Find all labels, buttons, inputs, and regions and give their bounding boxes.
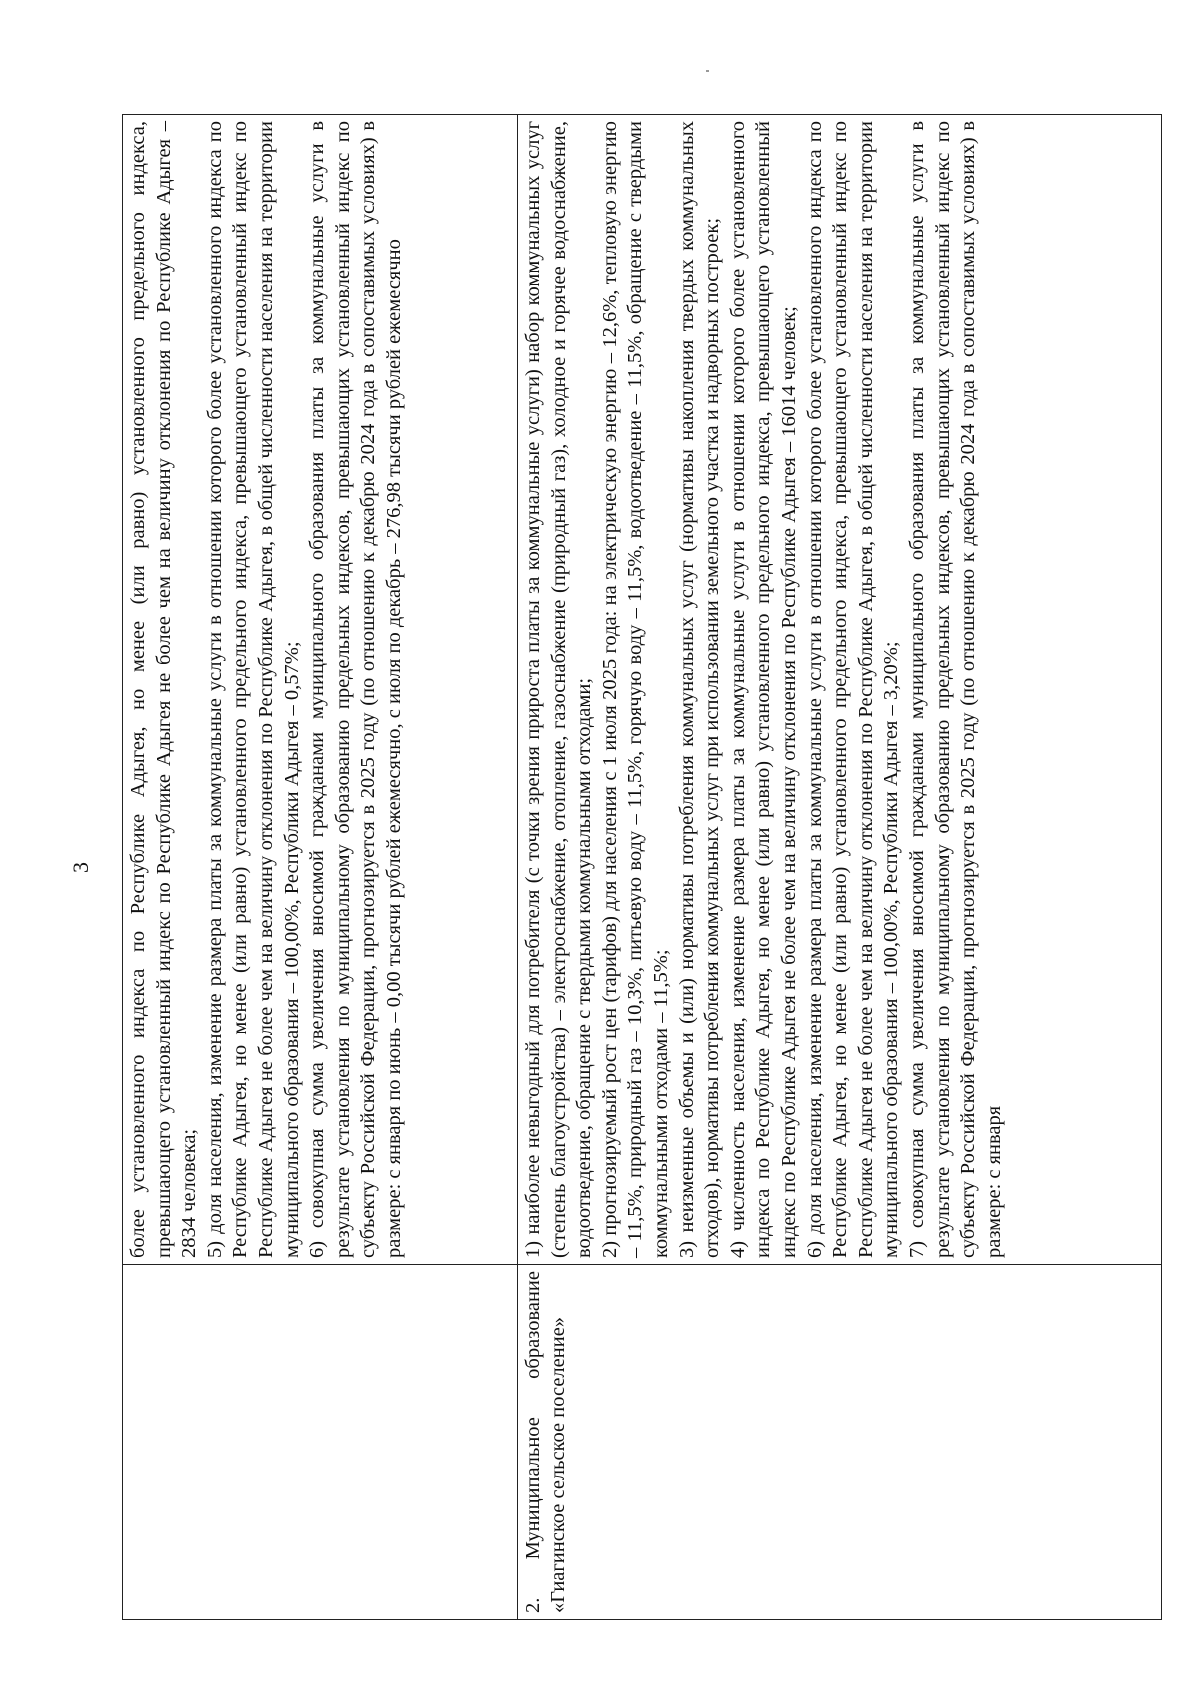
paragraph: 6) совокупная сумма увеличения вносимой гражданами муниципального образования платы за коммунальные услуги в результате установления по муниципальному образованию предельных индексов, превышающих установленный индекс по субъекту Российской Федерации, прогнозируется в 2025 году (по отношению к декабрю 2024 года в сопоставимых условиях) в размере: с января по июнь – 0,00 тысячи рублей ежемесячно, с июля по декабрь – 276,98 тысячи рублей ежемесячно: [306, 121, 405, 1258]
municipality-cell: [518, 1265, 1162, 1620]
scan-artifact-dot: [706, 70, 709, 72]
table-row: [518, 115, 1162, 1620]
paragraph: 6) доля населения, изменение размера платы за коммунальные услуги в отношении которого более установленного индекса по Республике Адыгея, но менее (или равно) установленного предельного индекса, превышающего установленный индекс по Республике Адыгея не более чем на величину отклонения по Республике Адыгея, в общей численности населения на территории муниципального образования – 100,00%, Республики Адыгея – 3,20%;: [803, 121, 903, 1258]
description-cell: [123, 115, 518, 1265]
municipality-name: 2. Муниципальное образование «Гиагинское сельское поселение»: [522, 1271, 569, 1613]
document-table: [122, 114, 1162, 1620]
paragraph: более установленного индекса по Республике Адыгея, но менее (или равно) установленного предельного индекса, превышающего установленный индекс по Республике Адыгея не более чем на величину отклонения по Республике Адыгея – 2834 человека;: [127, 121, 201, 1258]
municipality-cell: [123, 1265, 518, 1620]
rotated-page-content: [68, 115, 1162, 1620]
page-number: 3: [68, 862, 93, 873]
paragraph: 5) доля населения, изменение размера платы за коммунальные услуги в отношении которого более установленного индекса по Республике Адыгея, но менее (или равно) установленного предельного индекса, превышающего установленный индекс по Республике Адыгея не более чем на величину отклонения по Республике Адыгея, в общей численности населения на территории муниципального образования – 100,00%, Республики Адыгея – 0,57%;: [203, 121, 303, 1258]
paragraph: 2) прогнозируемый рост цен (тарифов) для населения с 1 июля 2025 года: на электрическую энергию – 12,6%, тепловую энергию – 11,5%, природный газ – 10,3%, питьевую воду – 11,5%, горячую воду – 11,5%, водоотведение – 11,5%, обращение с твердыми коммунальными отходами – 11,5%;: [598, 121, 672, 1258]
table-row: [123, 115, 518, 1620]
paragraph: 3) неизменные объемы и (или) нормативы потребления коммунальных услуг (нормативы накопления твердых коммунальных отходов), нормативы потребления коммунальных услуг при использовании земельного участка и надворных построек;: [675, 121, 724, 1258]
paragraph: 7) совокупная сумма увеличения вносимой гражданами муниципального образования платы за коммунальные услуги в результате установления по муниципальному образованию предельных индексов, превышающих установленный индекс по субъекту Российской Федерации, прогнозируется в 2025 году (по отношению к декабрю 2024 года в сопоставимых условиях) в размере: с января: [905, 121, 1005, 1258]
paragraph: 4) численность населения, изменение размера платы за коммунальные услуги в отношении которого более установленного индекса по Республике Адыгея, но менее (или равно) установленного предельного индекса, превышающего установленный индекс по Республике Адыгея не более чем на величину отклонения по Республике Адыгея – 16014 человек;: [726, 121, 800, 1258]
paragraph: 1) наиболее невыгодный для потребителя (с точки зрения прироста платы за коммунальные услуги) набор коммунальных услуг (степень благоустройства) – электроснабжение, отопление, газоснабжение (природный газ), холодное и горячее водоснабжение, водоотведение, обращение с твердыми коммунальными отходами;: [522, 121, 596, 1258]
description-cell: [518, 115, 1162, 1265]
